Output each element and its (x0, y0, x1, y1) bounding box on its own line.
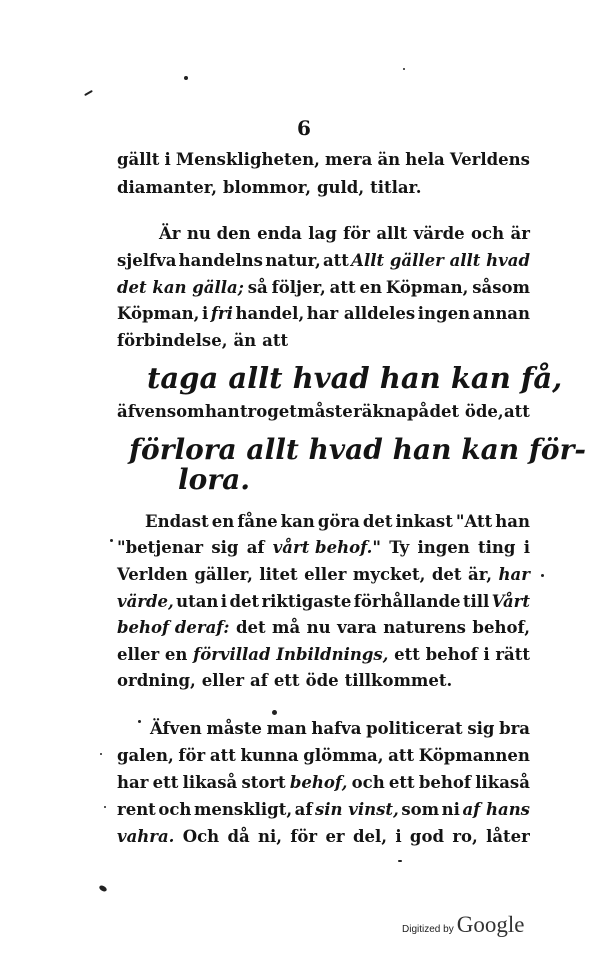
emphasis-line: förlora allt hvad han kan för- (129, 433, 586, 466)
text-line: "betjenar sig af vårt behof." Ty ingen ting i (117, 538, 530, 557)
text-line: behof deraf: det må nu vara naturens behof, (117, 618, 530, 637)
page-number: 6 (297, 116, 311, 140)
text-line: Köpman, i fri handel, har alldeles ingen annan (117, 304, 530, 323)
text-line: äfvensom han troget måste räkna på det öde, att (117, 402, 530, 421)
text-line: Äfven måste man hafva politicerat sig bra (150, 719, 530, 738)
ink-speck (110, 539, 113, 542)
google-wordmark: Google (456, 912, 525, 937)
ink-speck (104, 806, 106, 808)
text-line: det kan gälla; så följer, att en Köpman, såsom (117, 278, 530, 297)
text-line: Är nu den enda lag för allt värde och är (159, 224, 530, 243)
text-line: ordning, eller af ett öde tillkommet. (117, 671, 453, 690)
ink-speck (100, 753, 102, 755)
text-line: Verlden gäller, litet eller mycket, det är, har (117, 565, 530, 584)
emphasis-line: lora. (178, 463, 250, 496)
text-line: eller en förvillad Inbildnings, ett behof i rätt (117, 645, 530, 664)
ink-speck (398, 860, 402, 862)
text-line: gällt i Menskligheten, mera än hela Verldens (117, 150, 530, 169)
digitized-label: Digitized by (402, 924, 454, 935)
text-line: diamanter, blommor, guld, titlar. (117, 178, 422, 197)
text-line: förbindelse, än att (117, 331, 289, 350)
digitized-by-google (402, 912, 542, 940)
ink-speck (138, 720, 141, 723)
text-line: Endast en fåne kan göra det inkast "Att han (145, 512, 530, 531)
ink-speck (98, 884, 107, 892)
ink-speck (184, 76, 188, 80)
text-line: vahra. Och då ni, för er del, i god ro, låter (117, 827, 530, 846)
ink-speck (541, 574, 544, 577)
text-line: sjelfva handelns natur, att Allt gäller allt hvad (117, 251, 530, 270)
text-line: värde, utan i det riktigaste förhållande till Vårt (117, 592, 530, 611)
text-line: har ett likaså stort behof, och ett behof likaså (117, 773, 530, 792)
ink-speck (84, 90, 93, 96)
emphasis-line: taga allt hvad han kan få, (147, 361, 563, 395)
text-line: galen, för att kunna glömma, att Köpmannen (117, 746, 530, 765)
text-line: rent och menskligt, af sin vinst, som ni af hans (117, 800, 530, 819)
ink-speck (272, 710, 277, 715)
ink-speck (403, 68, 405, 70)
